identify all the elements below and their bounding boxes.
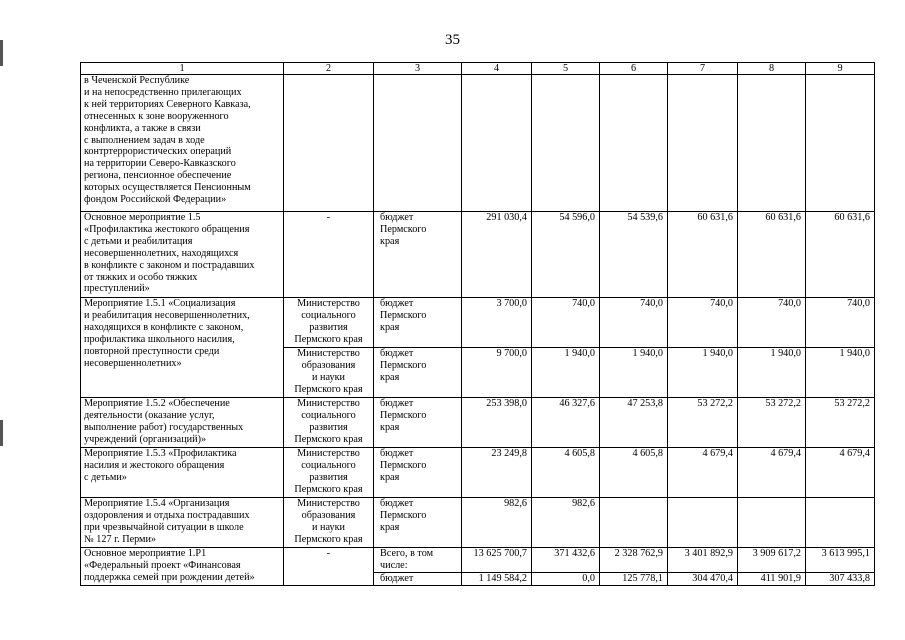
- value-cell: 740,0: [738, 298, 806, 348]
- funding-source-cell: бюджет Пермского края: [374, 298, 462, 348]
- value-cell: 291 030,4: [462, 212, 532, 298]
- value-cell: 740,0: [600, 298, 668, 348]
- budget-table: [80, 62, 875, 586]
- value-cell: 411 901,9: [738, 573, 806, 586]
- value-cell: 2 328 762,9: [600, 548, 668, 573]
- value-cell: 54 539,6: [600, 212, 668, 298]
- executor-cell: Министерство социального развития Пермского края: [284, 398, 374, 448]
- value-cell: 740,0: [532, 298, 600, 348]
- value-cell: 3 700,0: [462, 298, 532, 348]
- executor-cell: -: [284, 548, 374, 586]
- value-cell: [738, 498, 806, 548]
- table-row: [81, 398, 875, 448]
- page-number: 35: [445, 32, 460, 48]
- header-cell: 9: [806, 63, 875, 75]
- value-cell: 307 433,8: [806, 573, 875, 586]
- header-cell: 8: [738, 63, 806, 75]
- activity-name-cell: Мероприятие 1.5.4 «Организация оздоровления и отдыха пострадавших при чрезвычайной ситуации в школе № 127 г. Перми»: [81, 498, 284, 548]
- value-cell: 253 398,0: [462, 398, 532, 448]
- executor-cell: -: [284, 212, 374, 298]
- value-cell: 1 940,0: [806, 348, 875, 398]
- binder-mark: [0, 420, 3, 446]
- value-cell: 125 778,1: [600, 573, 668, 586]
- value-cell: [806, 498, 875, 548]
- value-cell: 60 631,6: [668, 212, 738, 298]
- value-cell: 9 700,0: [462, 348, 532, 398]
- header-cell: 2: [284, 63, 374, 75]
- value-cell: 4 679,4: [668, 448, 738, 498]
- value-cell: 3 401 892,9: [668, 548, 738, 573]
- value-cell: 54 596,0: [532, 212, 600, 298]
- activity-name-cell: Мероприятие 1.5.2 «Обеспечение деятельности (оказание услуг, выполнение работ) государственных учреждений (организаций)»: [81, 398, 284, 448]
- value-cell: 60 631,6: [738, 212, 806, 298]
- value-cell: 53 272,2: [806, 398, 875, 448]
- value-cell: 1 940,0: [668, 348, 738, 398]
- executor-cell: Министерство социального развития Пермского края: [284, 298, 374, 348]
- funding-source-cell: бюджет Пермского края: [374, 212, 462, 298]
- value-cell: 47 253,8: [600, 398, 668, 448]
- value-cell: 3 909 617,2: [738, 548, 806, 573]
- activity-name-cell: Мероприятие 1.5.3 «Профилактика насилия и жестокого обращения с детьми»: [81, 448, 284, 498]
- value-cell: 46 327,6: [532, 398, 600, 448]
- value-cell: 371 432,6: [532, 548, 600, 573]
- value-cell: 4 605,8: [600, 448, 668, 498]
- executor-cell: Министерство образования и науки Пермского края: [284, 498, 374, 548]
- table-row: [81, 212, 875, 298]
- header-cell: 4: [462, 63, 532, 75]
- value-cell: 0,0: [532, 573, 600, 586]
- empty-cell: [806, 75, 875, 212]
- executor-cell: Министерство образования и науки Пермского края: [284, 348, 374, 398]
- executor-cell: Министерство социального развития Пермского края: [284, 448, 374, 498]
- value-cell: [600, 498, 668, 548]
- header-cell: 3: [374, 63, 462, 75]
- empty-cell: [600, 75, 668, 212]
- header-cell: 5: [532, 63, 600, 75]
- value-cell: 23 249,8: [462, 448, 532, 498]
- value-cell: 982,6: [462, 498, 532, 548]
- value-cell: 740,0: [806, 298, 875, 348]
- activity-name-cell: Мероприятие 1.5.1 «Социализация и реабилитация несовершеннолетних, находящихся в конфликте с законом, профилактика школьного насилия, повторной преступности среди несовершеннолетних»: [81, 298, 284, 398]
- funding-source-cell: бюджет Пермского края: [374, 448, 462, 498]
- table-row: [81, 448, 875, 498]
- value-cell: [668, 498, 738, 548]
- value-cell: 1 149 584,2: [462, 573, 532, 586]
- value-cell: 4 679,4: [806, 448, 875, 498]
- value-cell: 3 613 995,1: [806, 548, 875, 573]
- funding-source-cell: бюджет Пермского края: [374, 398, 462, 448]
- empty-cell: [284, 75, 374, 212]
- value-cell: 60 631,6: [806, 212, 875, 298]
- value-cell: 53 272,2: [668, 398, 738, 448]
- value-cell: 4 679,4: [738, 448, 806, 498]
- header-cell: 6: [600, 63, 668, 75]
- header-cell: 1: [81, 63, 284, 75]
- activity-name-cell: в Чеченской Республике и на непосредственно прилегающих к ней территориях Северного Кавказа, отнесенных к зоне вооруженного конфликта, а также в связи с выполнением задач в ходе контртеррористических операций на территории Северо-Кавказского региона, пенсионное обеспечение которых осуществляется Пенсионным фондом Российской Федерации»: [81, 75, 284, 212]
- empty-cell: [374, 75, 462, 212]
- funding-source-cell: бюджет Пермского края: [374, 498, 462, 548]
- header-row: [81, 63, 875, 75]
- empty-cell: [462, 75, 532, 212]
- value-cell: 304 470,4: [668, 573, 738, 586]
- value-cell: 982,6: [532, 498, 600, 548]
- header-cell: 7: [668, 63, 738, 75]
- empty-cell: [532, 75, 600, 212]
- value-cell: 740,0: [668, 298, 738, 348]
- empty-cell: [668, 75, 738, 212]
- value-cell: 1 940,0: [738, 348, 806, 398]
- funding-source-cell: бюджет Пермского края: [374, 348, 462, 398]
- value-cell: 53 272,2: [738, 398, 806, 448]
- funding-source-cell: Всего, в том числе:: [374, 548, 462, 573]
- value-cell: 4 605,8: [532, 448, 600, 498]
- value-cell: 13 625 700,7: [462, 548, 532, 573]
- activity-name-cell: Основное мероприятие 1.5 «Профилактика жестокого обращения с детьми и реабилитация несовершеннолетних, находящихся в конфликте с законом и пострадавших от тяжких и особо тяжких преступлений»: [81, 212, 284, 298]
- table-row: [81, 298, 875, 348]
- value-cell: 1 940,0: [600, 348, 668, 398]
- table-row: [81, 75, 875, 212]
- table-row: [81, 548, 875, 573]
- funding-source-cell: бюджет: [374, 573, 462, 586]
- table-row: [81, 498, 875, 548]
- activity-name-cell: Основное мероприятие 1.Р1 «Федеральный проект «Финансовая поддержка семей при рождении детей»: [81, 548, 284, 586]
- empty-cell: [738, 75, 806, 212]
- value-cell: 1 940,0: [532, 348, 600, 398]
